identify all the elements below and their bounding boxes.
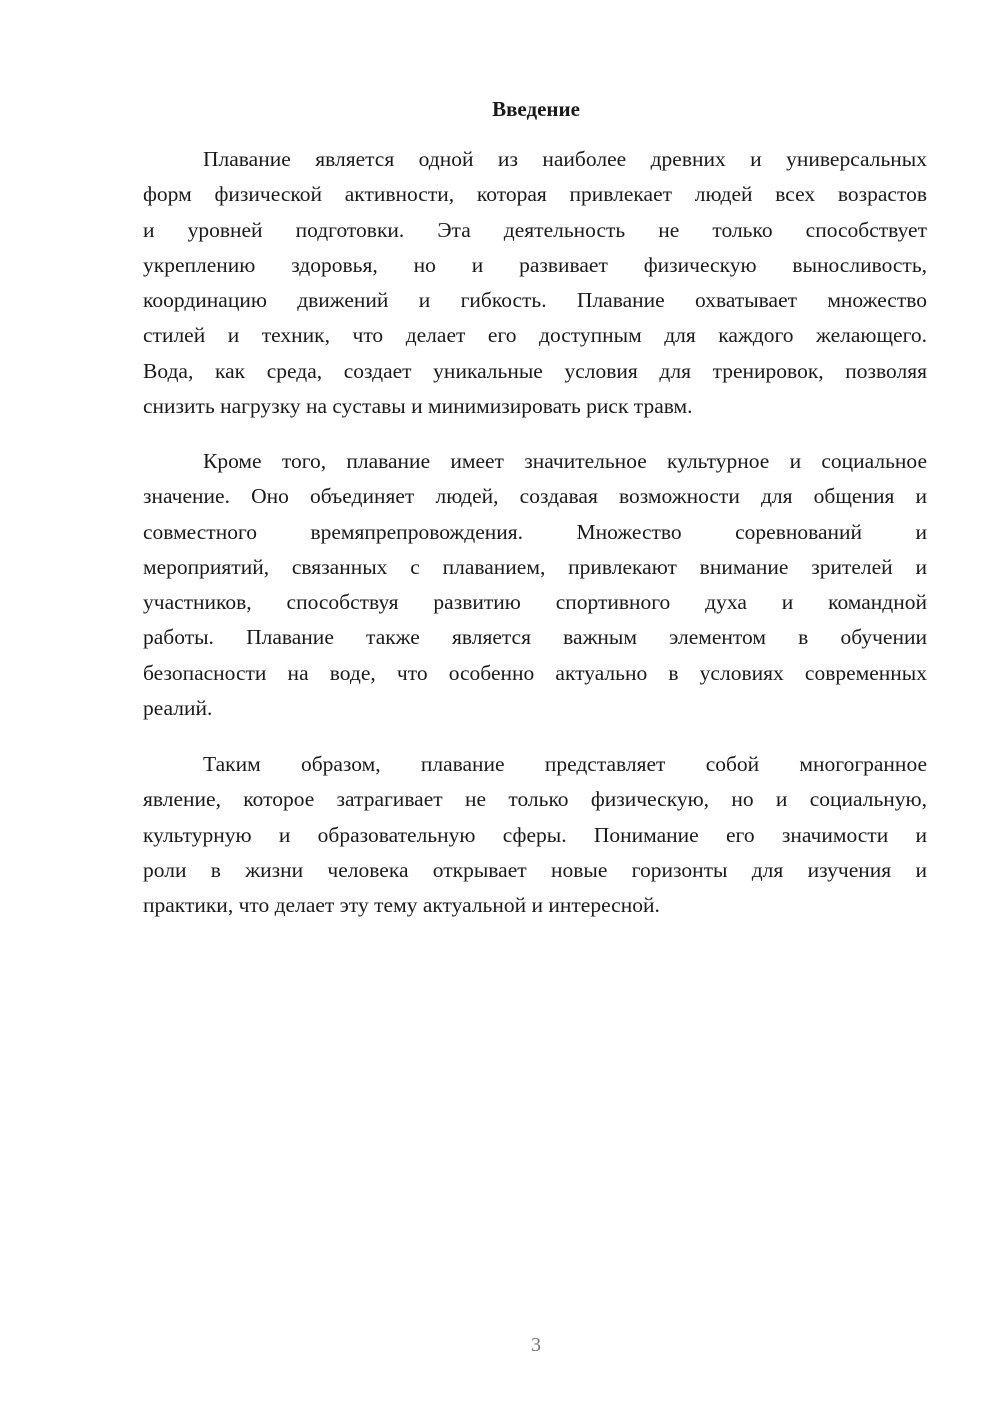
text-line: реалий.: [143, 696, 213, 721]
text-line: форм физической активности, которая привлекает людей всех возрастов: [143, 182, 927, 207]
text-line: значение. Оно объединяет людей, создавая возможности для общения и: [143, 484, 927, 509]
text-line: работы. Плавание также является важным элементом в обучении: [143, 625, 927, 650]
text-line: культурную и образовательную сферы. Понимание его значимости и: [143, 822, 927, 847]
text-line: стилей и техник, что делает его доступным для каждого желающего.: [143, 323, 927, 348]
text-line: роли в жизни человека открывает новые горизонты для изучения и: [143, 857, 927, 882]
text-line: координацию движений и гибкость. Плавание охватывает множество: [143, 288, 927, 313]
page-title: Введение: [492, 97, 580, 121]
text-line: снизить нагрузку на суставы и минимизировать риск травм.: [143, 394, 693, 419]
text-line: мероприятий, связанных с плаванием, привлекают внимание зрителей и: [143, 554, 927, 579]
text-line: практики, что делает эту тему актуальной и интересной.: [143, 893, 660, 918]
text-line: явление, которое затрагивает не только физическую, но и социальную,: [143, 787, 927, 812]
page-number: 3: [531, 1334, 541, 1356]
text-line: Вода, как среда, создает уникальные условия для тренировок, позволяя: [143, 358, 927, 383]
text-line: Таким образом, плавание представляет собой многогранное: [203, 752, 927, 776]
paragraph-1: [143, 142, 927, 424]
paragraph-3: [143, 747, 927, 923]
text-line: участников, способствуя развитию спортивного духа и командной: [143, 590, 927, 615]
text-line: Кроме того, плавание имеет значительное культурное и социальное: [203, 449, 927, 473]
text-line: и уровней подготовки. Эта деятельность не только способствует: [143, 217, 927, 242]
text-line: укреплению здоровья, но и развивает физическую выносливость,: [143, 252, 927, 277]
text-line: безопасности на воде, что особенно актуально в условиях современных: [143, 660, 927, 685]
paragraph-2: [143, 444, 927, 726]
text-line: Плавание является одной из наиболее древних и универсальных: [203, 147, 927, 171]
text-line: совместного времяпрепровождения. Множество соревнований и: [143, 519, 927, 544]
